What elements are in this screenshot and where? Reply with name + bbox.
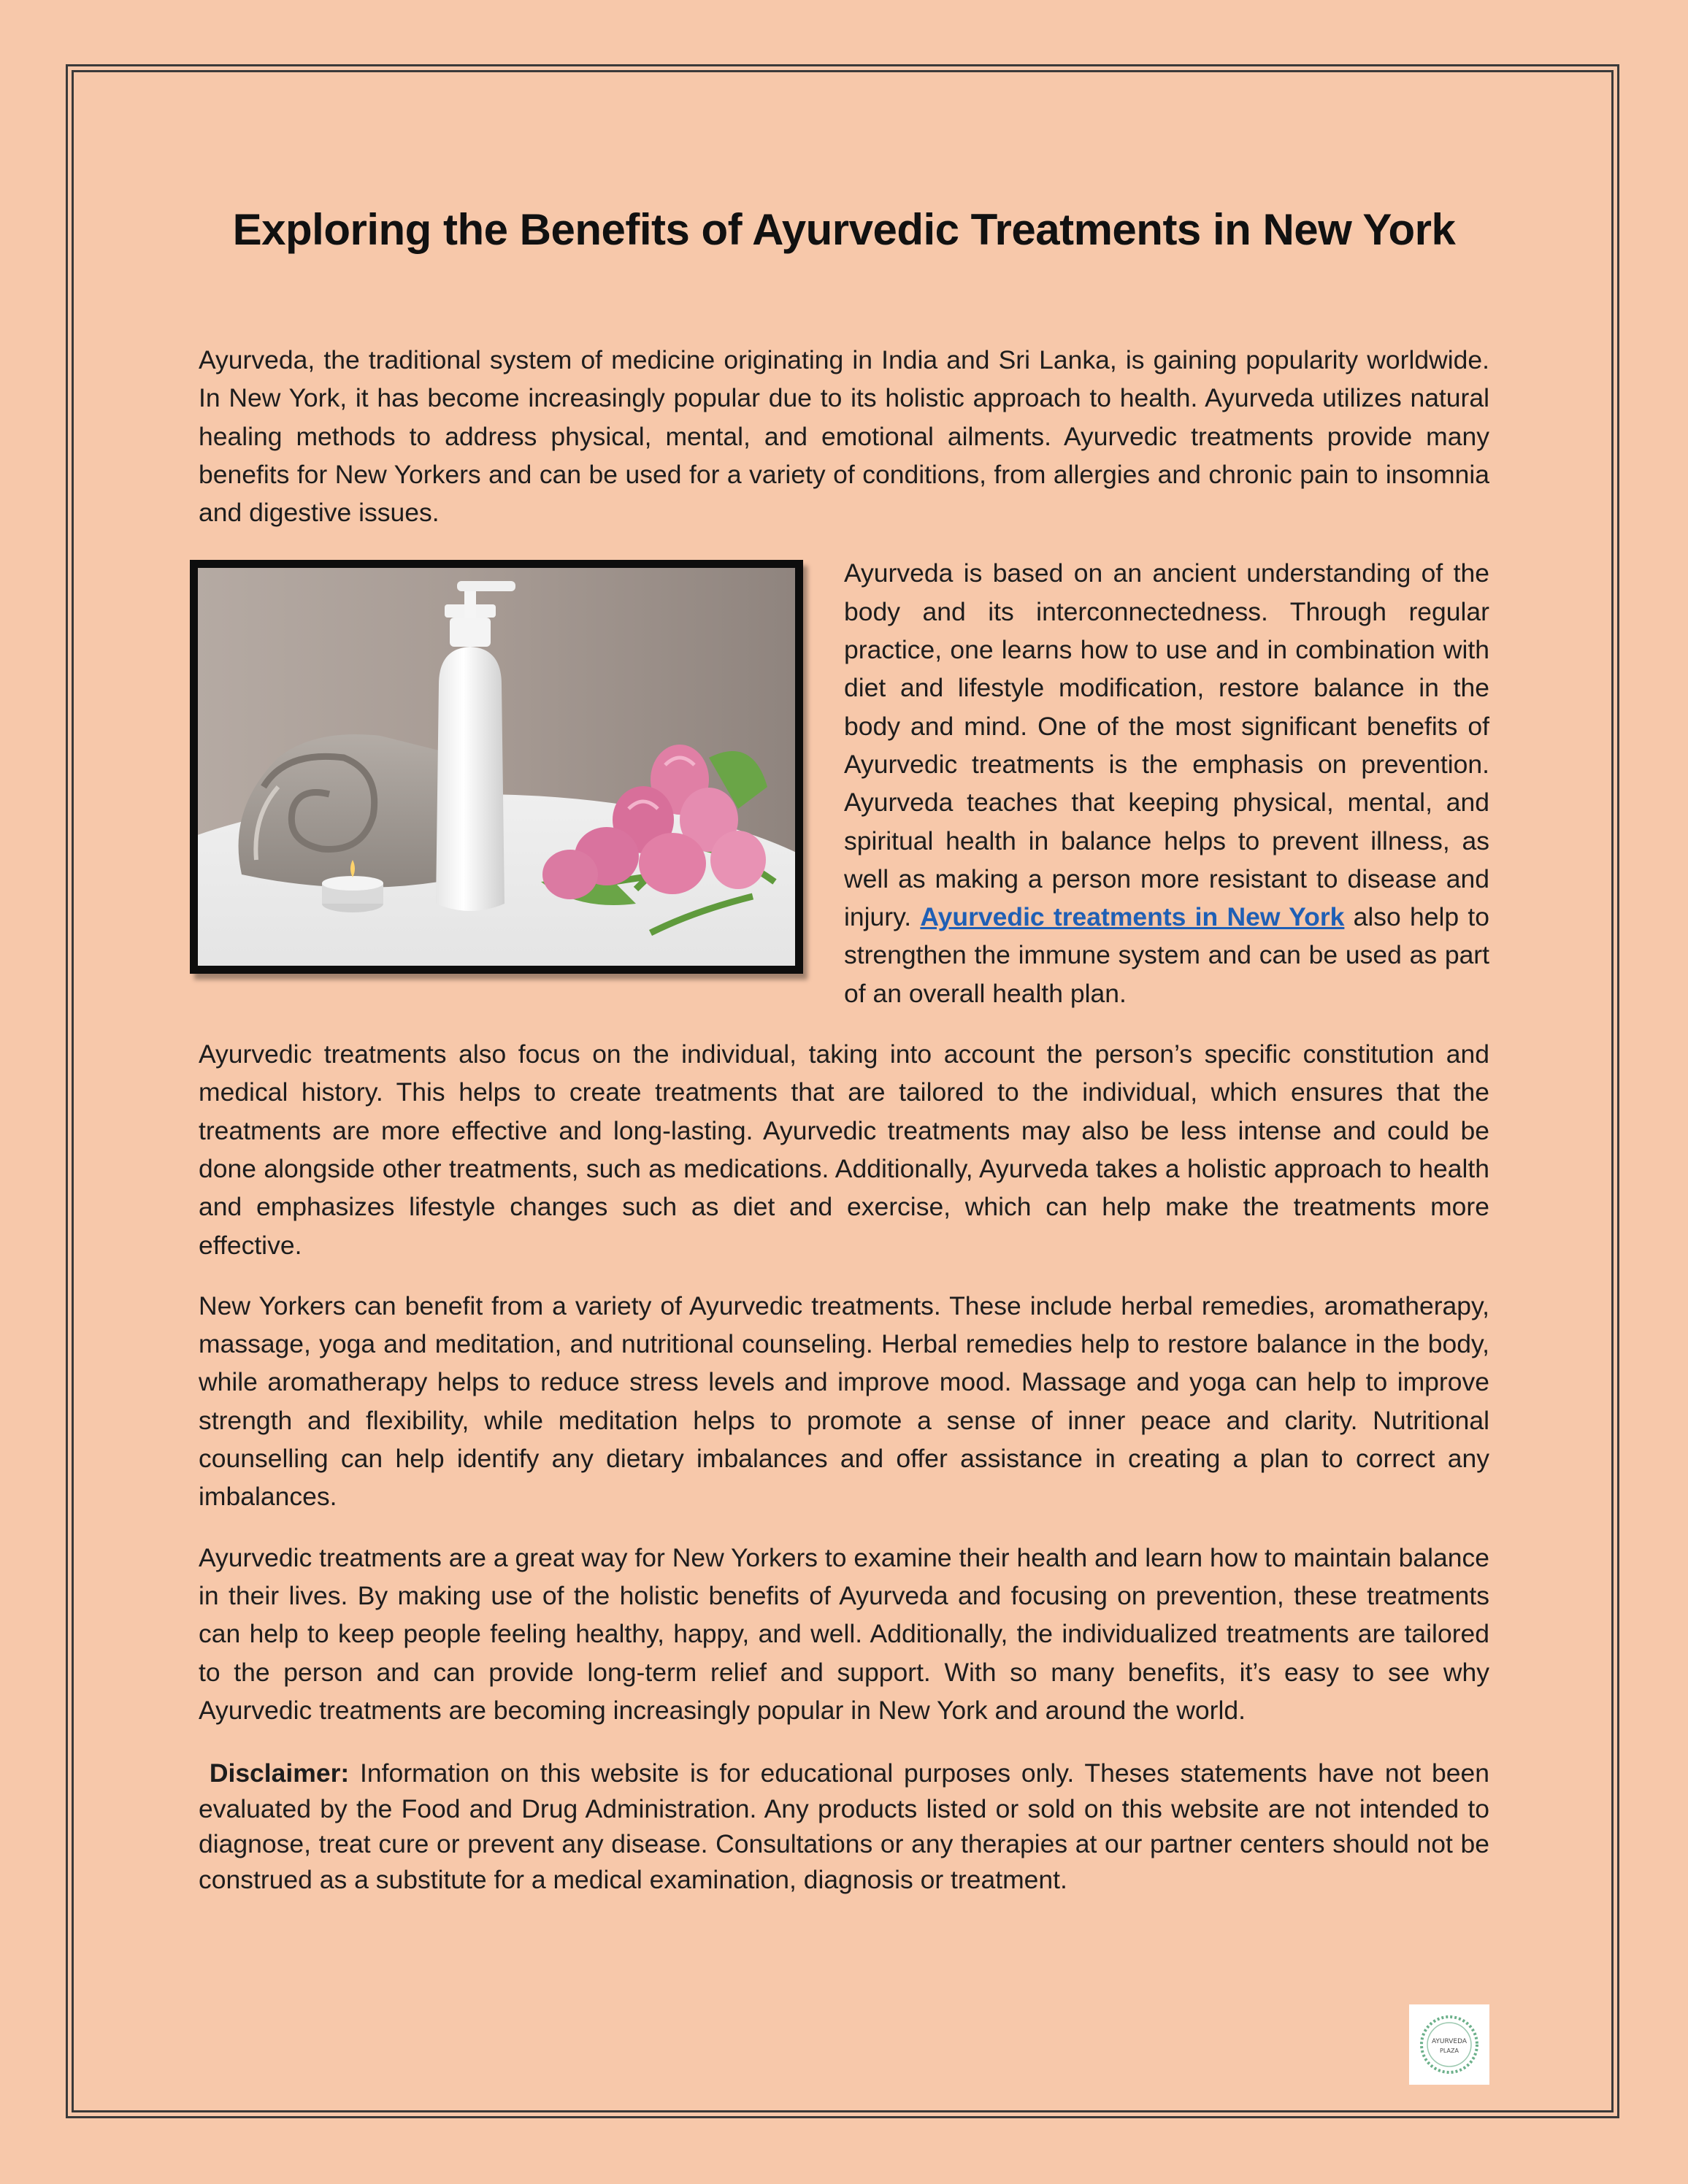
paragraph-prevention-text-end: also help to strengthen the immune system and can be used as part of an overall health plan. [844,902,1490,1008]
paragraph-individual: Ayurvedic treatments also focus on the individual, taking into account the person’s specific constitution and medical history. This helps to create treatments that are tailored to the individual, which ensures that the treatments are more effective and long-lasting. Ayurvedic treatments may also be less intense and could be done alongside other treatments, such as medications. Additionally, Ayurveda takes a holistic approach to health and emphasizes lifestyle changes such as diet and exercise, which can help make the treatments more effective. [199,1039,1489,1260]
article [199,182,1489,1897]
paragraph-conclusion: Ayurvedic treatments are a great way for New Yorkers to examine their health and learn how to maintain balance in their lives. By making use of the holistic benefits of Ayurveda and focusing on prevention, these treatments can help to keep people feeling healthy, happy, and well. Additionally, the individualized treatments are tailored to the person and can provide long-term relief and support. With so many benefits, it’s easy to see why Ayurvedic treatments are becoming increasingly popular in New York and around the world. [199,1542,1489,1725]
disclaimer-label: Disclaimer: [209,1758,350,1788]
spa-photo [198,568,795,966]
spa-image [190,560,803,974]
page-title: Exploring the Benefits of Ayurvedic Treatments in New York [232,205,1456,254]
disclaimer-text: Information on this website is for educational purposes only. Theses statements have not been evaluated by the Food and Drug Administration. Any products listed or sold on this website are not intended to diagnose, treat cure or prevent any disease. Consultations or any therapies at our partner centers should not be construed as a substitute for a medical examination, diagnosis or treatment. [199,1758,1489,1894]
paragraph-prevention-text: Ayurveda is based on an ancient understanding of the body and its interconnectedness. Through regular practice, one learns how to use and in combination with diet and lifestyle modification, restore balance in the body and mind. One of the most significant benefits of Ayurvedic treatments is the emphasis on prevention. Ayurveda teaches that keeping physical, mental, and spiritual health in balance helps to prevent illness, as well as making a person more resistant to disease and injury. [844,558,1489,932]
disclaimer [199,1756,1489,1897]
paragraph-treatments: New Yorkers can benefit from a variety of Ayurvedic treatments. These include herbal remedies, aromatherapy, massage, yoga and meditation, and nutritional counseling. Herbal remedies help to restore balance in the body, while aromatherapy helps to reduce stress levels and improve mood. Massage and yoga can help to improve strength and flexibility, while meditation helps to promote a sense of inner peace and clarity. Nutritional counselling can help identify any dietary imbalances and offer assistance in creating a plan to correct any imbalances. [199,1291,1489,1512]
logo-text-line1: AYURVEDA [1431,2038,1468,2045]
ayurveda-plaza-logo [1409,2004,1489,2085]
ayurvedic-treatments-link[interactable]: Ayurvedic treatments in New York [920,902,1345,932]
logo-text-line2: PLAZA [1440,2048,1459,2054]
paragraph-intro: Ayurveda, the traditional system of medicine originating in India and Sri Lanka, is gaining popularity worldwide. In New York, it has become increasingly popular due to its holistic approach to health. Ayurveda utilizes natural healing methods to address physical, mental, and emotional ailments. Ayurvedic treatments provide many benefits for New Yorkers and can be used for a variety of conditions, from allergies and chronic pain to insomnia and digestive issues. [199,345,1489,528]
paragraph-prevention [199,554,1489,1012]
